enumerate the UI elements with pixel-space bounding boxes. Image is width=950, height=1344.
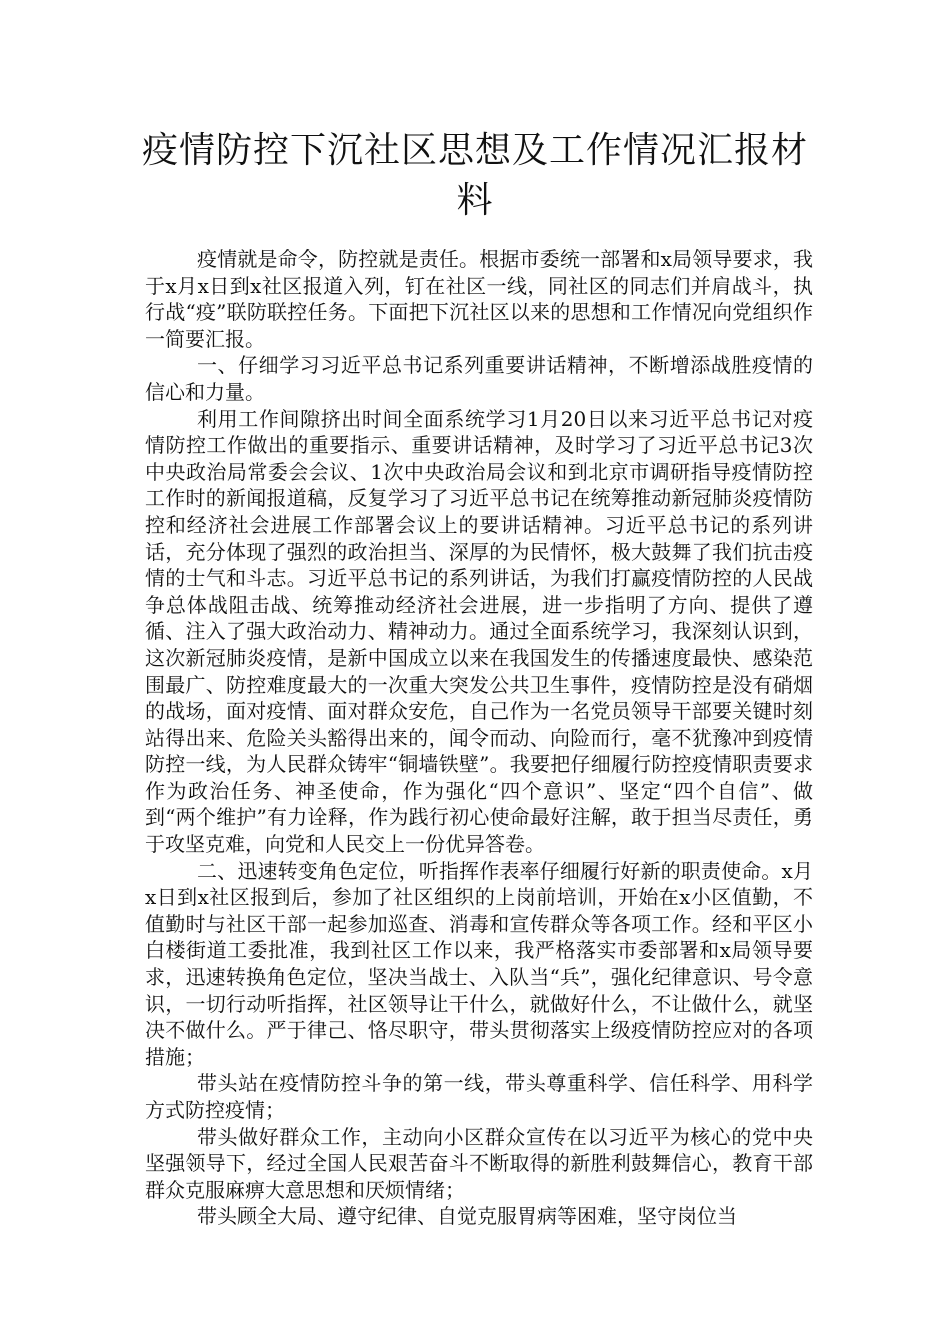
document-title: 疫情防控下沉社区思想及工作情况汇报材料: [141, 130, 808, 221]
section-heading: 二、迅速转变角色定位，听指挥作表率仔细履行好新的职责使命。x月x日到x社区报到后，参加了社区组织的上岗前培训，开始在x小区值勤，不值勤时与社区干部一起参加巡查、消毒和宣传群众等各项工作。经和平区小白楼街道工委批准，我到社区工作以来，我严格落实市委部署和x局领导要求，迅速转换角色定位，坚决当战士、入队当“兵”，强化纪律意识、号令意识，一切行动听指挥，社区领导让干什么，就做好什么，不让做什么，就坚决不做什么。严于律己、恪尽职守，带头贯彻落实上级疫情防控应对的各项措施；: [145, 858, 813, 1069]
paragraph: 疫情就是命令，防控就是责任。根据市委统一部署和x局领导要求，我于x月x日到x社区报道入列，钉在社区一线，同社区的同志们并肩战斗，执行战“疫”联防联控任务。下面把下沉社区以来的思想和工作情况向党组织作一简要汇报。: [145, 247, 813, 351]
paragraph: 利用工作间隙挤出时间全面系统学习1月20日以来习近平总书记对疫情防控工作做出的重要指示、重要讲话精神，及时学习了习近平总书记3次中央政治局常委会会议、1次中央政治局会议和到北京市调研指导疫情防控工作时的新闻报道稿，反复学习了习近平总书记在统筹推动新冠肺炎疫情防控和经济社会进展工作部署会议上的要讲话精神。习近平总书记的系列讲话，充分体现了强烈的政治担当、深厚的为民情怀，极大鼓舞了我们抗击疫情的士气和斗志。习近平总书记的系列讲话，为我们打赢疫情防控的人民战争总体战阻击战、统筹推动经济社会进展，进一步指明了方向、提供了遵循、注入了强大政治动力、精神动力。通过全面系统学习，我深刻认识到，这次新冠肺炎疫情，是新中国成立以来在我国发生的传播速度最快、感染范围最广、防控难度最大的一次重大突发公共卫生事件，疫情防控是没有硝烟的战场，面对疫情、面对群众安危，自己作为一名党员领导干部要关键时刻站得出来、危险关头豁得出来的，闻令而动、向险而行，毫不犹豫冲到疫情防控一线，为人民群众铸牢“铜墙铁壁”。我要把仔细履行防控疫情职责要求作为政治任务、神圣使命，作为强化“四个意识”、坚定“四个自信”、做到“两个维护”有力诠释，作为践行初心使命最好注解，敢于担当尽责任，勇于攻坚克难，向党和人民交上一份优异答卷。: [145, 406, 813, 857]
document-body: [145, 246, 813, 1230]
paragraph: 带头做好群众工作，主动向小区群众宣传在以习近平为核心的党中央坚强领导下，经过全国人民艰苦奋斗不断取得的新胜利鼓舞信心，教育干部群众克服麻痹大意思想和厌烦情绪；: [145, 1124, 813, 1202]
section-heading: 一、仔细学习习近平总书记系列重要讲话精神，不断增添战胜疫情的信心和力量。: [145, 353, 813, 404]
paragraph: 带头站在疫情防控斗争的第一线，带头尊重科学、信任科学、用科学方式防控疫情；: [145, 1071, 813, 1122]
paragraph: 带头顾全大局、遵守纪律、自觉克服胃病等困难，坚守岗位当: [197, 1204, 737, 1229]
